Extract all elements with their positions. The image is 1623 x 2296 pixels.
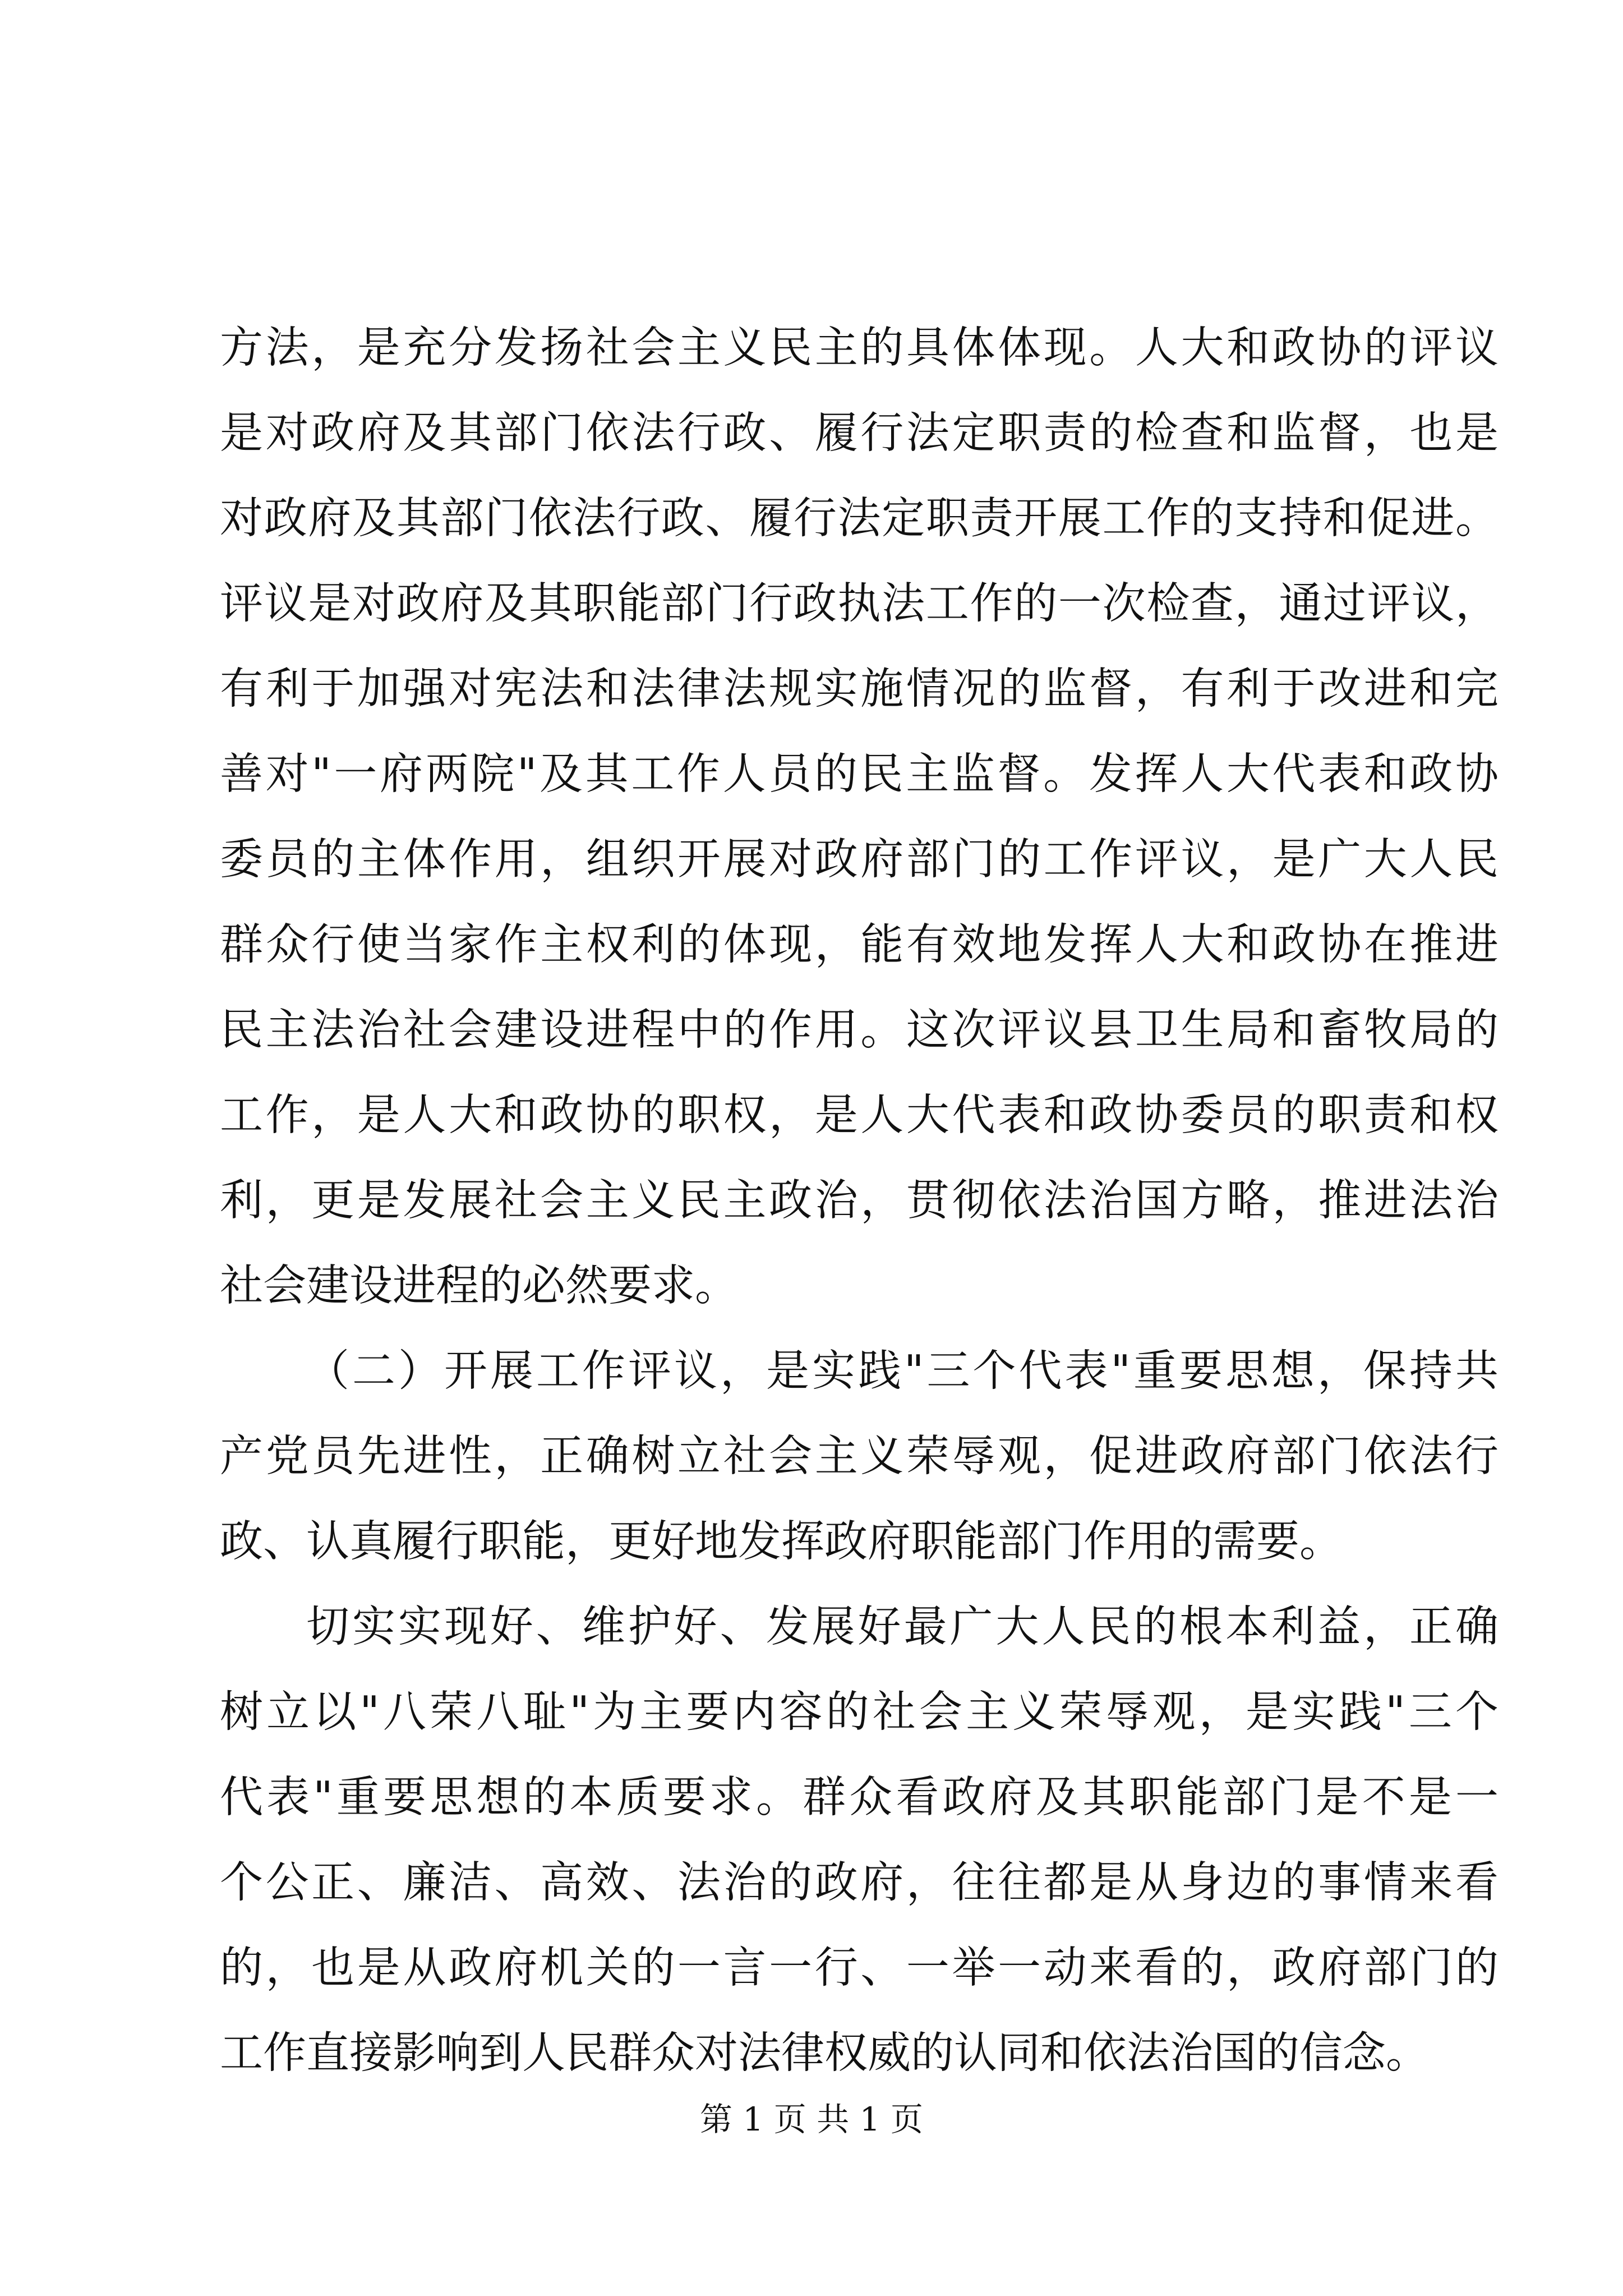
- text-line: 善对"一府两院"及其工作人员的民主监督。发挥人大代表和政协: [220, 749, 1498, 799]
- text-line: 代表"重要思想的本质要求。群众看政府及其职能部门是不是一: [220, 1773, 1498, 1823]
- document-body: [220, 306, 1498, 2096]
- text-line: 评议是对政府及其职能部门行政执法工作的一次检查，通过评议，: [220, 579, 1498, 629]
- text-line: 方法，是充分发扬社会主义民主的具体体现。人大和政协的评议: [220, 323, 1498, 373]
- text-line: 政、认真履行职能，更好地发挥政府职能部门作用的需要。: [220, 1517, 1343, 1567]
- text-line: 工作，是人大和政协的职权，是人大代表和政协委员的职责和权: [220, 1091, 1498, 1140]
- text-line: 产党员先进性，正确树立社会主义荣辱观，促进政府部门依法行: [220, 1432, 1498, 1481]
- text-line: 是对政府及其部门依法行政、履行法定职责的检查和监督，也是: [220, 408, 1498, 458]
- text-line: 利，更是发展社会主义民主政治，贯彻依法治国方略，推进法治: [220, 1176, 1498, 1226]
- text-line: 社会建设进程的必然要求。: [220, 1261, 738, 1311]
- text-line: 个公正、廉洁、高效、法治的政府，往往都是从身边的事情来看: [220, 1858, 1498, 1908]
- text-line: 工作直接影响到人民群众对法律权威的认同和依法治国的信念。: [220, 2028, 1429, 2078]
- text-line: 树立以"八荣八耻"为主要内容的社会主义荣辱观，是实践"三个: [220, 1687, 1498, 1737]
- page-number: 第 1 页 共 1 页: [700, 2100, 923, 2138]
- text-line: 对政府及其部门依法行政、履行法定职责开展工作的支持和促进。: [220, 494, 1498, 544]
- text-line: （二）开展工作评议，是实践"三个代表"重要思想，保持共: [306, 1346, 1498, 1396]
- page-footer: [0, 2097, 1623, 2142]
- text-line: 民主法治社会建设进程中的作用。这次评议县卫生局和畜牧局的: [220, 1005, 1498, 1055]
- text-line: 的，也是从政府机关的一言一行、一举一动来看的，政府部门的: [220, 1943, 1498, 1993]
- text-line: 切实实现好、维护好、发展好最广大人民的根本利益，正确: [306, 1602, 1498, 1652]
- text-line: 委员的主体作用，组织开展对政府部门的工作评议，是广大人民: [220, 835, 1498, 885]
- text-line: 群众行使当家作主权利的体现，能有效地发挥人大和政协在推进: [220, 920, 1498, 970]
- text-line: 有利于加强对宪法和法律法规实施情况的监督，有利于改进和完: [220, 664, 1498, 714]
